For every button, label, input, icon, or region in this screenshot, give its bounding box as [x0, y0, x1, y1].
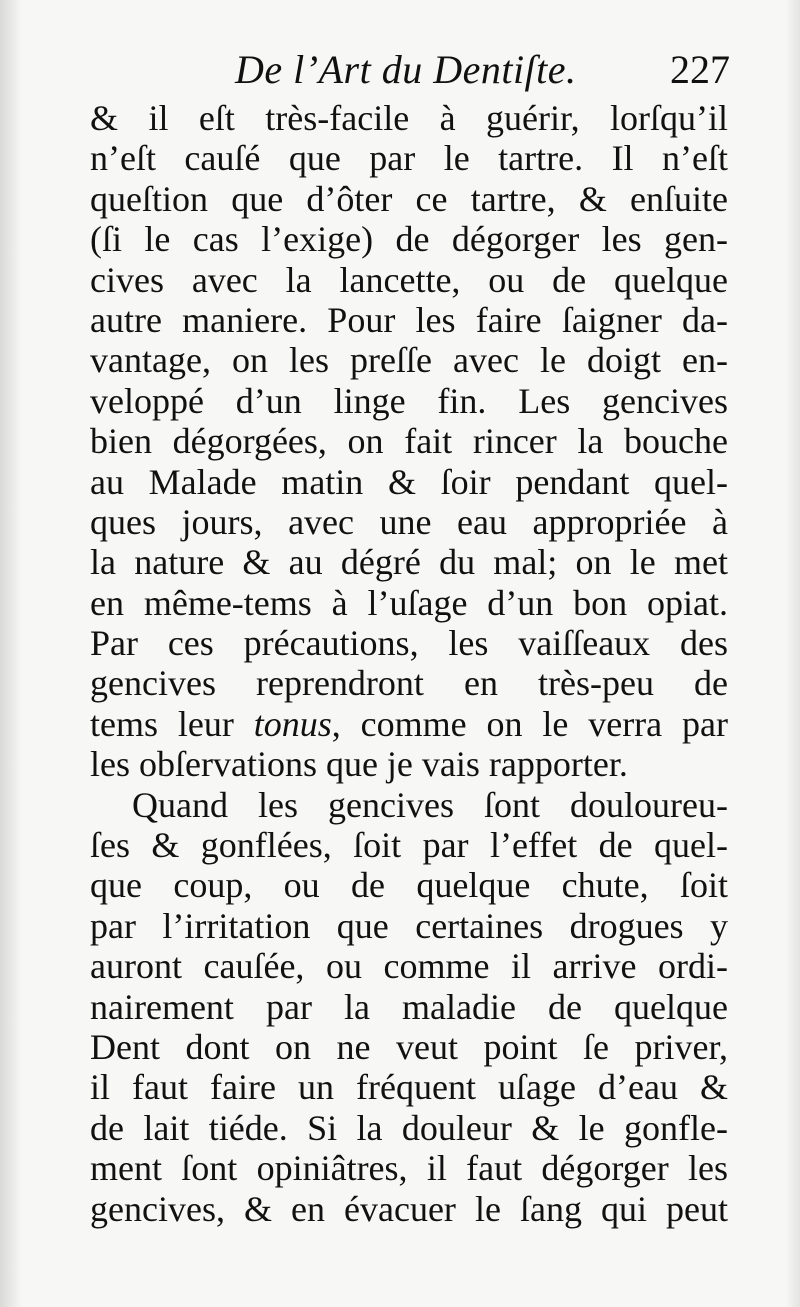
text-line: les obſervations que je vais rapporter. [90, 744, 628, 785]
text-line: vantage, on les preſſe avec le doigt en- [90, 340, 728, 381]
text-line: en même-tems à l’uſage d’un bon opiat. [90, 582, 728, 623]
body-text [90, 98, 728, 1229]
text-line: que coup, ou de quelque chute, ſoit [90, 865, 728, 906]
text-line: queſtion que d’ôter ce tartre, & enſuite [90, 178, 728, 219]
text-line: Quand les gencives ſont douloureu- [132, 784, 728, 825]
page-header [90, 46, 730, 102]
text-line: de lait tiéde. Si la douleur & le gonfle- [90, 1107, 728, 1148]
text-line: ques jours, avec une eau appropriée à [90, 501, 728, 542]
text-line: ſes & gonflées, ſoit par l’effet de quel- [90, 825, 728, 866]
text-line: la nature & au dégré du mal; on le met [90, 542, 728, 583]
text-line: ment ſont opiniâtres, il faut dégorger les [90, 1148, 728, 1189]
page-edge-shadow [786, 0, 800, 1307]
text-line: tems leur tonus, comme on le verra par [90, 703, 728, 744]
text-line: bien dégorgées, on fait rincer la bouche [90, 421, 728, 462]
text-line: n’eſt cauſé que par le tartre. Il n’eſt [90, 138, 728, 179]
text-line: Par ces précautions, les vaiſſeaux des [90, 623, 728, 664]
text-line: cives avec la lancette, ou de quelque [90, 259, 728, 300]
text-line: par l’irritation que certaines drogues y [90, 905, 728, 946]
text-line: au Malade matin & ſoir pendant quel- [90, 461, 728, 502]
italic-term: tonus [253, 703, 332, 744]
text-line: nairement par la maladie de quelque [90, 986, 728, 1027]
text-line: autre maniere. Pour les faire ſaigner da- [90, 299, 728, 340]
paragraph-1 [90, 98, 728, 785]
text-line: (ſi le cas l’exige) de dégorger les gen- [90, 219, 728, 260]
text-line: veloppé d’un linge fin. Les gencives [90, 380, 728, 421]
page-number: 227 [670, 47, 730, 92]
text-line: gencives, & en évacuer le ſang qui peut [90, 1188, 728, 1229]
page-gutter-shadow [0, 0, 22, 1307]
text-line: Dent dont on ne veut point ſe priver, [90, 1026, 728, 1067]
text-line: gencives reprendront en très-peu de [90, 663, 728, 704]
paragraph-2 [90, 785, 728, 1229]
text-line: il faut faire un fréquent uſage d’eau & [90, 1067, 728, 1108]
text-line: auront cauſée, ou comme il arrive ordi- [90, 946, 728, 987]
running-title: De l’Art du Dentiſte. [235, 47, 577, 92]
text-line: & il eſt très-facile à guérir, lorſqu’il [90, 98, 728, 138]
